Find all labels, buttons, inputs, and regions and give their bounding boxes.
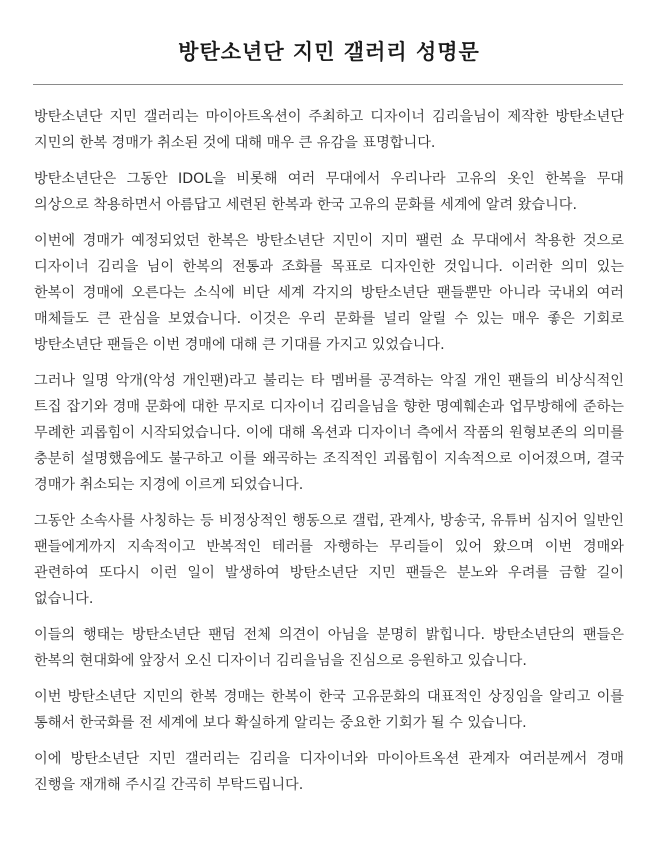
paragraph-2: 방탄소년단은 그동안 IDOL을 비롯해 여러 무대에서 우리나라 고유의 옷인 한복을 무대 의상으로 착용하면서 아름답고 세련된 한복과 한국 고유의 문화를 세계에 알려 왔습니다. — [34, 171, 624, 213]
paragraph-5: 그동안 소속사를 사칭하는 등 비정상적인 행동으로 갤럽, 관계사, 방송국, 유튜버 심지어 일반인 팬들에게까지 지속적이고 반복적인 테러를 자행하는 무리들이 있어 왔으며 이번 경매와 관련하여 또다시 이런 일이 발생하여 방탄소년단 지민 팬들은 분노와 우려를 금할 길이 없습니다. — [34, 513, 624, 607]
document-title: 방탄소년단 지민 갤러리 성명문 — [178, 40, 480, 64]
title-divider — [33, 84, 623, 85]
statement-body — [34, 104, 624, 808]
paragraph-6: 이들의 행태는 방탄소년단 팬덤 전체 의견이 아님을 분명히 밝힙니다. 방탄소년단의 팬들은 한복의 현대화에 앞장서 오신 디자이너 김리을님을 진심으로 응원하고 있습니다. — [34, 627, 624, 669]
paragraph-7: 이번 방탄소년단 지민의 한복 경매는 한복이 한국 고유문화의 대표적인 상징임을 알리고 이를 통해서 한국화를 전 세계에 보다 확실하게 알리는 중요한 기회가 될 수 있습니다. — [34, 689, 624, 731]
paragraph-4: 그러나 일명 악개(악성 개인팬)라고 불리는 타 멤버를 공격하는 악질 개인 팬들의 비상식적인 트집 잡기와 경매 문화에 대한 무지로 디자이너 김리을님을 향한 명예훼손과 업무방해에 준하는 무례한 괴롭힘이 시작되었습니다. 이에 대해 옥션과 디자이너 측에서 작품의 원형보존의 의미를 충분히 설명했음에도 불구하고 이를 왜곡하는 조직적인 괴롭힘이 지속적으로 이어졌으며, 결국 경매가 취소되는 지경에 이르게 되었습니다. — [34, 373, 624, 493]
paragraph-3: 이번에 경매가 예정되었던 한복은 방탄소년단 지민이 지미 팰런 쇼 무대에서 착용한 것으로 디자이너 김리을 님이 한복의 전통과 조화를 목표로 디자인한 것입니다. 이러한 의미 있는 한복이 경매에 오른다는 소식에 비단 세계 각지의 방탄소년단 팬들뿐만 아니라 국내외 여러 매체들도 큰 관심을 보였습니다. 이것은 우리 문화를 널리 알릴 수 있는 매우 좋은 기회로 방탄소년단 팬들은 이번 경매에 대해 큰 기대를 가지고 있었습니다. — [34, 233, 624, 353]
paragraph-8: 이에 방탄소년단 지민 갤러리는 김리을 디자이너와 마이아트옥션 관계자 여러분께서 경매 진행을 재개해 주시길 간곡히 부탁드립니다. — [34, 751, 624, 793]
paragraph-1: 방탄소년단 지민 갤러리는 마이아트옥션이 주최하고 디자이너 김리을님이 제작한 방탄소년단 지민의 한복 경매가 취소된 것에 대해 매우 큰 유감을 표명합니다. — [34, 109, 624, 151]
